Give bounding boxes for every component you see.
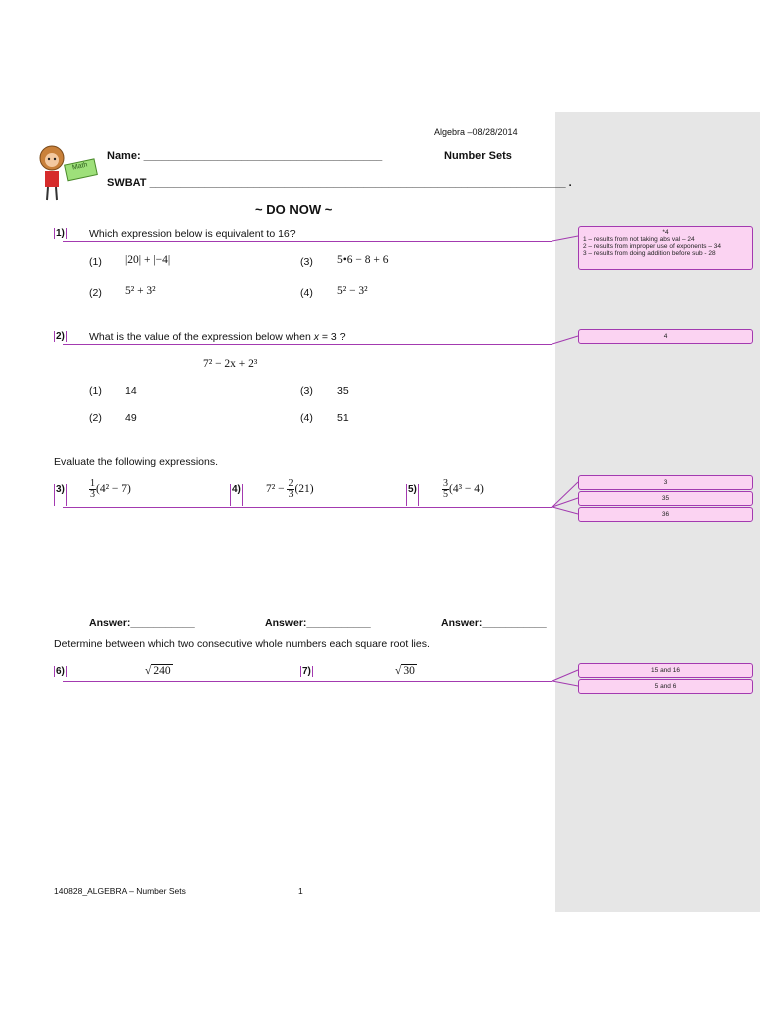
- question-2-number: 2): [56, 331, 65, 342]
- comment-q1-line-2: 2 – results from improper use of exponents – 34: [583, 243, 722, 250]
- comment-q1-line-3: 3 – results from doing addition before sub - 28: [583, 250, 716, 257]
- comment-q5[interactable]: 36: [578, 507, 753, 522]
- q1-option-1-expr: |20| + |−4|: [125, 254, 171, 266]
- q1-option-1-label: (1): [89, 256, 102, 268]
- question-4-number: 4): [230, 484, 243, 506]
- q2-option-2-label: (2): [89, 412, 102, 424]
- comment-q6[interactable]: 15 and 16: [578, 663, 753, 678]
- q2-option-4-value: 51: [337, 412, 349, 424]
- swbat-field-label: SWBAT ____________________________________________________________________ .: [107, 177, 572, 189]
- math-kid-logo: [34, 138, 104, 202]
- comment-q1[interactable]: [578, 226, 753, 270]
- q2-option-3-value: 35: [337, 385, 349, 397]
- question-1-underline: [63, 241, 552, 242]
- comment-q3[interactable]: 3: [578, 475, 753, 490]
- q2-option-1-label: (1): [89, 385, 102, 397]
- answer-4-field[interactable]: Answer:___________: [265, 617, 371, 629]
- q1-option-4-label: (4): [300, 287, 313, 299]
- question-3-number: 3): [54, 484, 67, 506]
- footer-doc-name: 140828_ALGEBRA – Number Sets: [54, 886, 186, 896]
- question-2-underline: [63, 344, 552, 345]
- question-5-expression: $\frac{3}{5}$ (4³ − 4): [443, 478, 484, 500]
- q2-option-2-value: 49: [125, 412, 137, 424]
- question-7-expression: √ 30: [395, 665, 415, 677]
- evaluate-underline: [63, 507, 552, 508]
- evaluate-instruction: Evaluate the following expressions.: [54, 456, 219, 468]
- comment-q2[interactable]: 4: [578, 329, 753, 344]
- footer-page-number: 1: [298, 886, 303, 896]
- roots-instruction: Determine between which two consecutive whole numbers each square root lies.: [54, 638, 430, 650]
- topic-title: Number Sets: [444, 150, 512, 162]
- question-6-number: 6): [56, 666, 65, 677]
- question-7-number: 7): [302, 666, 311, 677]
- question-4-expression: 7² − $\frac{2}{3}$ (21): [266, 478, 314, 500]
- name-field-label: Name: _______________________________________: [107, 150, 383, 162]
- q1-option-4-expr: 5² − 3²: [337, 285, 368, 297]
- question-5-number: 5): [406, 484, 419, 506]
- question-3-expression: $\frac{1}{3}$ (4² − 7): [90, 478, 131, 500]
- page-title: ~ DO NOW ~: [255, 202, 333, 217]
- answer-5-field[interactable]: Answer:___________: [441, 617, 547, 629]
- question-2-text: What is the value of the expression below when x = 3 ?: [89, 331, 346, 343]
- question-2-expression: 7² − 2x + 2³: [203, 358, 258, 370]
- q1-option-2-expr: 5² + 3²: [125, 285, 156, 297]
- comment-q7[interactable]: 5 and 6: [578, 679, 753, 694]
- header-date: Algebra –08/28/2014: [434, 127, 518, 137]
- q1-option-2-label: (2): [89, 287, 102, 299]
- q2-option-3-label: (3): [300, 385, 313, 397]
- q1-option-3-expr: 5•6 − 8 + 6: [337, 254, 389, 266]
- answer-3-field[interactable]: Answer:___________: [89, 617, 195, 629]
- q1-option-3-label: (3): [300, 256, 313, 268]
- question-1-text: Which expression below is equivalent to 16?: [89, 228, 296, 240]
- comment-q1-title: *4: [662, 229, 669, 236]
- question-6-expression: √ 240: [145, 665, 171, 677]
- roots-underline: [63, 681, 552, 682]
- comment-q4[interactable]: 35: [578, 491, 753, 506]
- q2-option-4-label: (4): [300, 412, 313, 424]
- logo-text: Math: [71, 161, 89, 172]
- q2-option-1-value: 14: [125, 385, 137, 397]
- comment-q1-line-1: 1 – results from not taking abs val – 24: [583, 236, 695, 243]
- question-1-number: 1): [56, 228, 65, 239]
